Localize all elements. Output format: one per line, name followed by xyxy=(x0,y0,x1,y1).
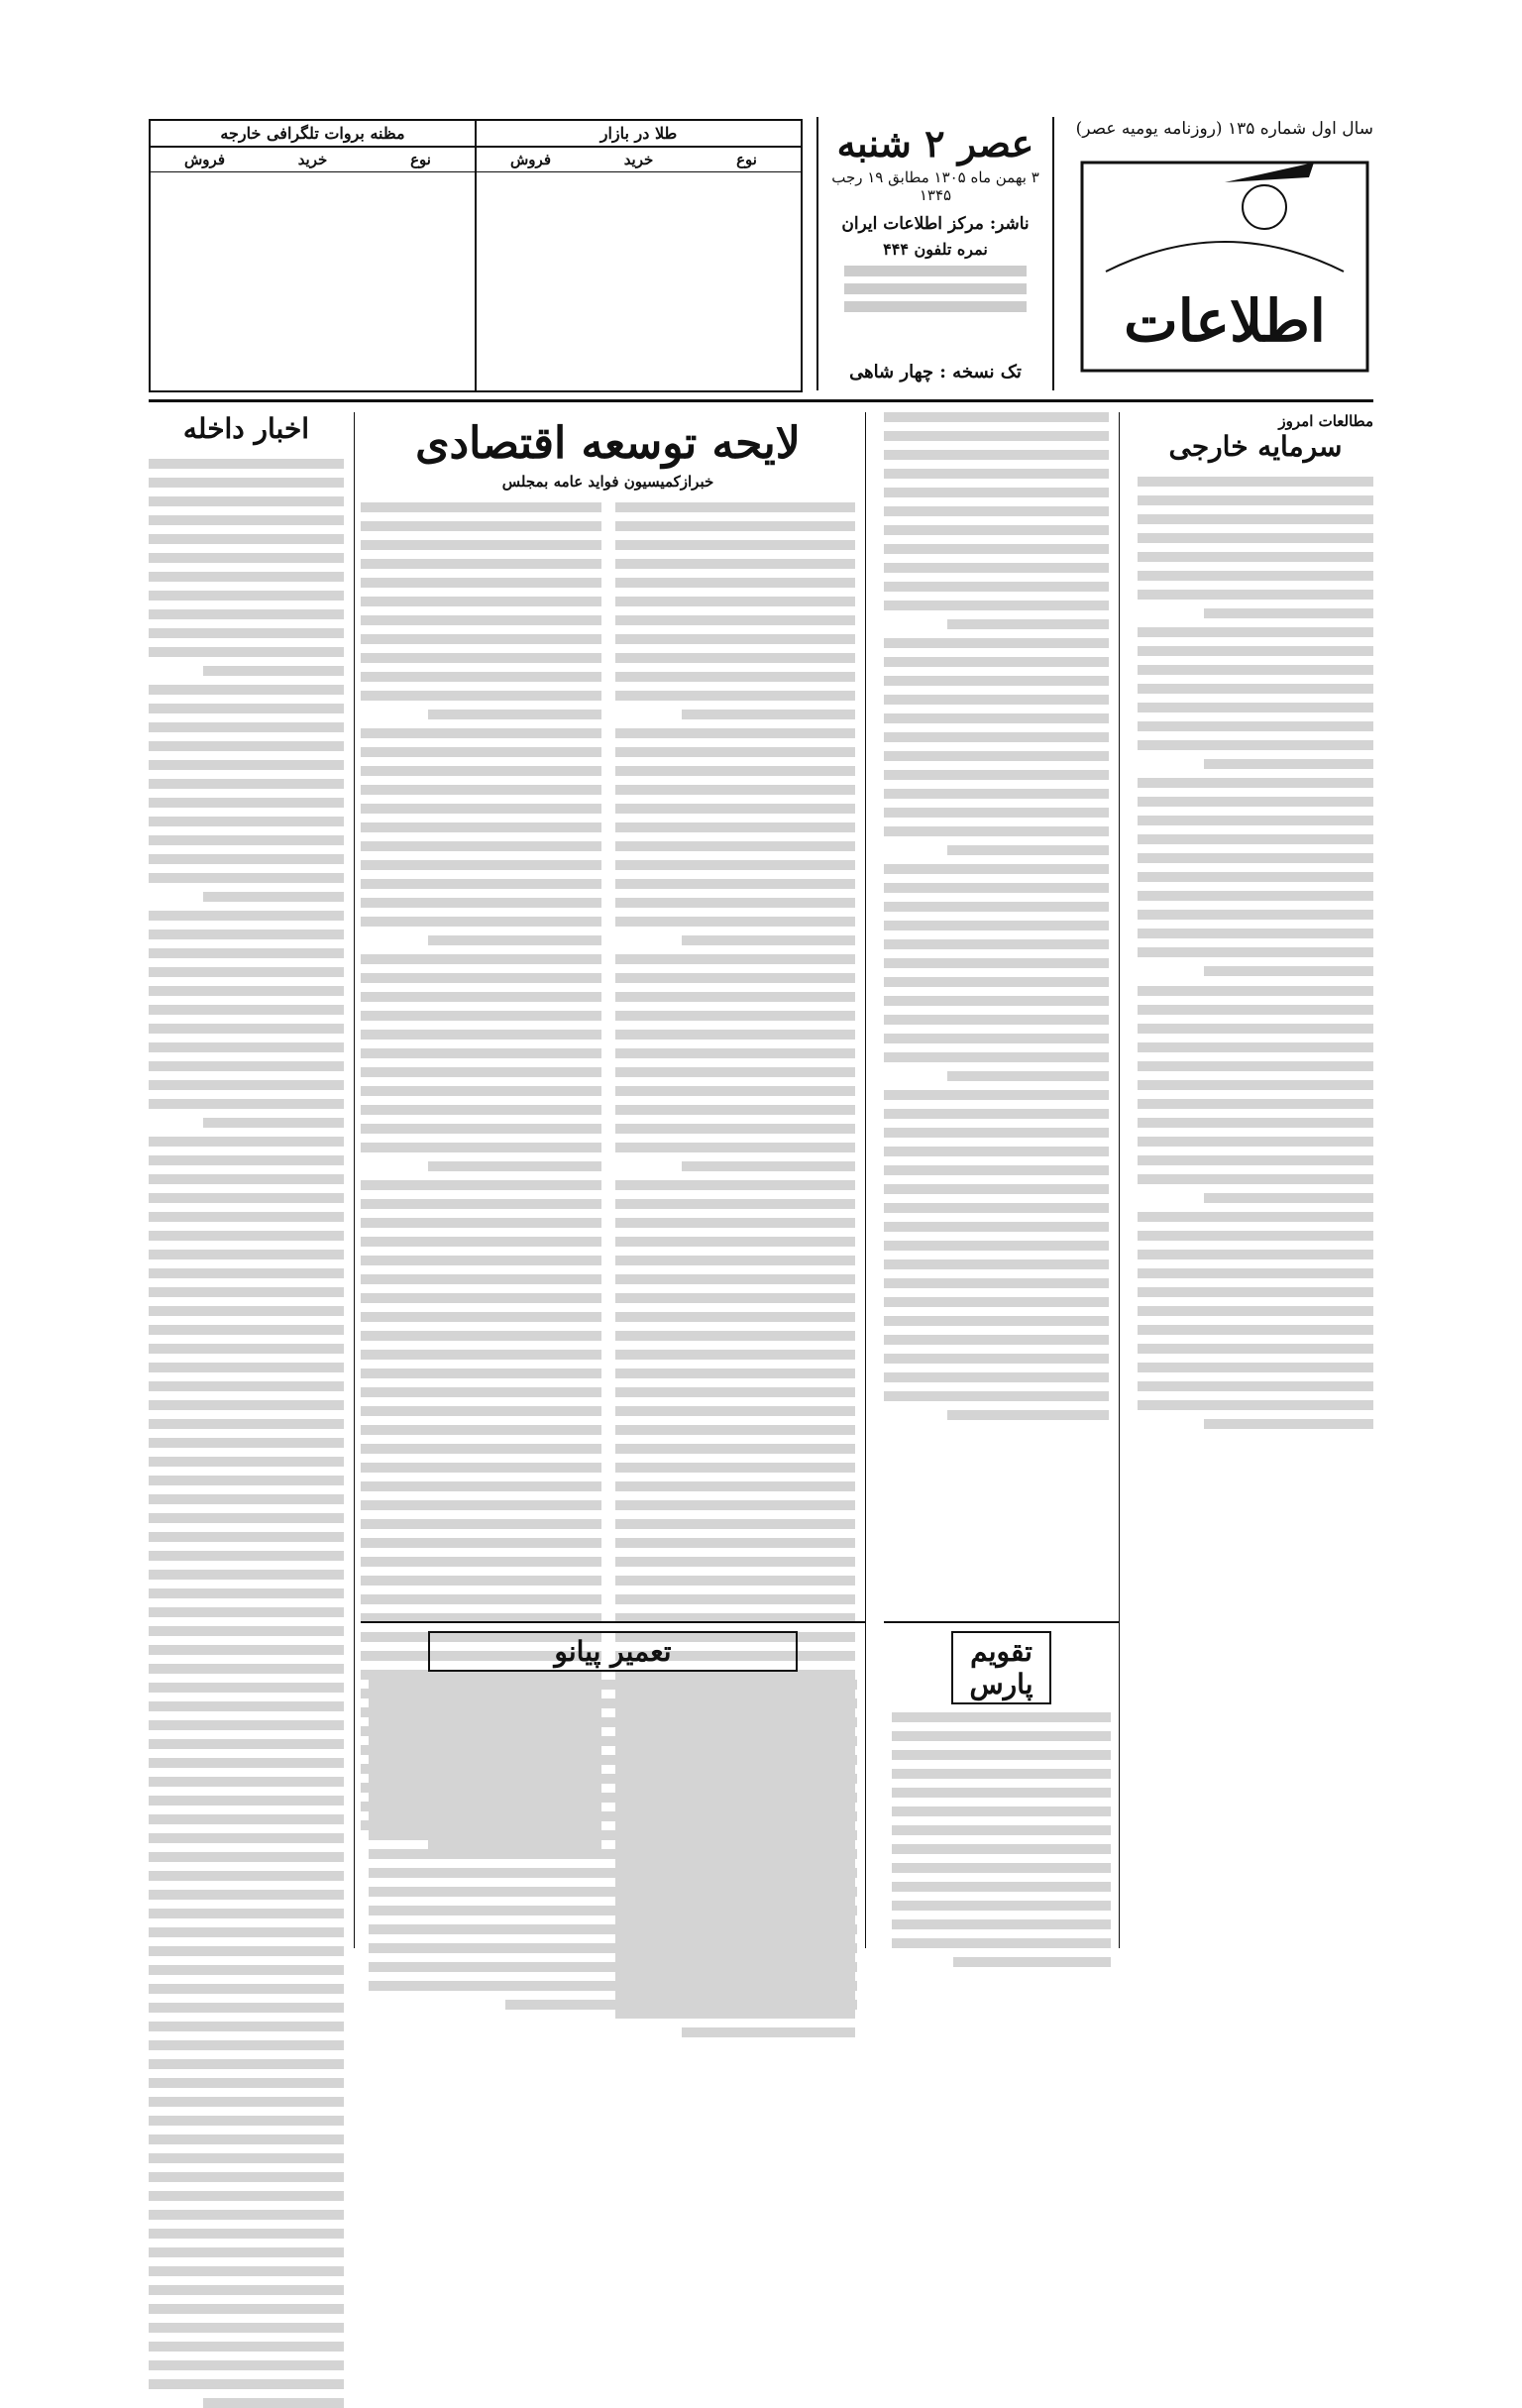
header-cell: فروش xyxy=(509,151,551,168)
masthead-text-line xyxy=(844,283,1027,294)
newspaper-logo xyxy=(1076,123,1373,381)
article-body xyxy=(884,412,1109,1420)
exchange-rates-header xyxy=(151,148,475,172)
header-cell: نوع xyxy=(736,151,757,168)
lead-article-subtitle: خبرازکمیسیون فواید عامه بمجلس xyxy=(501,473,714,491)
gold-rates-table xyxy=(475,121,801,390)
issue-line: سال اول شماره ۱۳۵ (روزنامه یومیه عصر) xyxy=(1075,119,1373,139)
telephone-line: نمره تلفون ۴۴۴ xyxy=(883,239,988,259)
column-foreign-capital xyxy=(1138,412,1373,1948)
exchange-rates-title: مظنه بروات تلگرافی خارجه xyxy=(151,121,475,148)
column-kicker: مطالعات امروز xyxy=(1278,412,1373,430)
lead-article-title: لایحه توسعه اقتصادی xyxy=(415,418,801,469)
header-cell: نوع xyxy=(410,151,431,168)
column-continued xyxy=(884,412,1120,1948)
issue-date: ۳ بهمن ماه ۱۳۰۵ مطابق ۱۹ رجب ۱۳۴۵ xyxy=(831,167,1039,204)
logo-wordmark: اطلاعات xyxy=(1124,287,1326,355)
header-cell: خرید xyxy=(297,151,328,168)
masthead-text-line xyxy=(844,266,1027,276)
masthead xyxy=(149,107,1373,402)
gold-rates-header xyxy=(477,148,801,172)
issue-day-title: عصر ۲ شنبه xyxy=(836,121,1034,165)
exchange-rates-table xyxy=(151,121,475,390)
gold-rates-title: طلا در بازار xyxy=(477,121,801,148)
header-cell: فروش xyxy=(183,151,225,168)
news-body xyxy=(149,459,344,2408)
article-body xyxy=(1138,477,1373,976)
header-cell: خرید xyxy=(623,151,654,168)
column-lead-article xyxy=(361,412,866,1948)
calendar-ad-title: تقویم پارس xyxy=(951,1631,1051,1704)
article-body xyxy=(1138,986,1373,1429)
issue-title-block xyxy=(816,117,1054,390)
publisher-line: ناشر: مرکز اطلاعات ایران xyxy=(841,213,1030,234)
piano-ad-title: تعمیر پیانو xyxy=(428,1631,798,1672)
calendar-ad xyxy=(884,1621,1119,1948)
masthead-text-line xyxy=(844,301,1027,312)
price-line: تک نسخه : چهار شاهی xyxy=(849,362,1022,383)
piano-ad xyxy=(361,1621,865,1948)
article-columns xyxy=(149,402,1373,1948)
rates-box xyxy=(149,119,803,392)
column-domestic-news xyxy=(149,412,355,1948)
column-heading: سرمایه خارجی xyxy=(1168,430,1343,463)
column-heading: اخبار داخله xyxy=(182,412,310,445)
